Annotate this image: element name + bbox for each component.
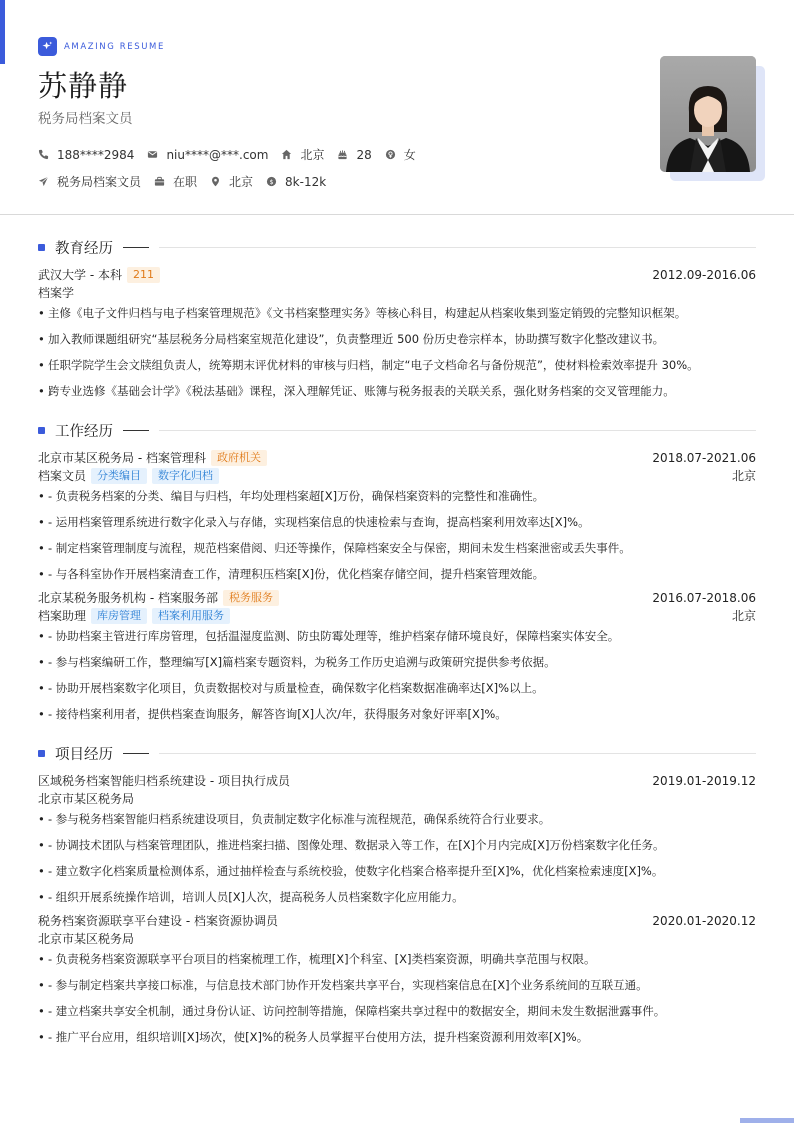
school-degree: 武汉大学 - 本科 (38, 268, 122, 282)
project-org-line (38, 930, 756, 947)
project-name: 区域税务档案智能归档系统建设 - 项目执行成员 (38, 774, 290, 788)
job-date: 2016.07-2018.06 (652, 590, 756, 605)
job-intent-row (38, 173, 339, 190)
gender: 女 (385, 146, 416, 163)
education-bullet: • 主修《电子文件归档与电子档案管理规范》《文书档案整理实务》等核心科目，构建起从档案收集到鉴定销毁的完整知识框架。 (38, 306, 687, 320)
briefcase-icon (154, 176, 165, 187)
location-pin-icon (210, 176, 221, 187)
project-bullet: • - 协调技术团队与档案管理团队，推进档案扫描、图像处理、数据录入等工作，在[X]个月内完成[X]万份档案数字化任务。 (38, 838, 665, 852)
project-entry-head (38, 912, 756, 929)
project-org: 北京市某区税务局 (38, 932, 135, 946)
education-bullet: • 任职学院学生会文牍组负责人，统筹期末评优材料的审核与归档，制定“电子文档命名与备份规范”，使材料检索效率提升 30%。 (38, 358, 699, 372)
job-bullet: • - 与各科室协作开展档案清查工作，清理积压档案[X]份，优化档案存储空间，提升档案管理效能。 (38, 567, 545, 581)
project-bullet: • - 建立数字化档案质量检测体系，通过抽样检查与系统校验，使数字化档案合格率提升至[X]%，优化档案检索速度[X]%。 (38, 864, 664, 878)
project-name: 税务档案资源联享平台建设 - 档案资源协调员 (38, 914, 278, 928)
section-divider (159, 247, 756, 248)
job-role: 档案助理 (38, 609, 87, 623)
education-section-header (38, 237, 756, 257)
work-section-header (38, 420, 756, 440)
job-org: 北京某税务服务机构 - 档案服务部 (38, 591, 218, 605)
section-bullet (38, 244, 45, 251)
project-date: 2019.01-2019.12 (652, 773, 756, 788)
expected-salary: $ 8k-12k (266, 175, 326, 189)
role-tag: 分类编目 (91, 468, 147, 484)
project-bullet: • - 建立档案共享安全机制，通过身份认证、访问控制等措施，保障档案共享过程中的数据安全，期间未发生数据泄露事件。 (38, 1004, 666, 1018)
send-icon (38, 176, 49, 187)
contact-row (38, 146, 429, 163)
svg-text:$: $ (269, 177, 274, 186)
job-bullet: • - 协助开展档案数字化项目，负责数据校对与质量检查，确保数字化档案数据准确率达[X]%以上。 (38, 681, 544, 695)
job-role-line (38, 607, 756, 624)
section-bullet (38, 750, 45, 757)
job-org: 北京市某区税务局 - 档案管理科 (38, 451, 206, 465)
role-tag: 档案利用服务 (152, 608, 230, 624)
email: niu****@***.com (147, 148, 268, 162)
section-title: 工作经历 (55, 423, 113, 440)
age: 28 (337, 148, 371, 162)
section-divider (159, 753, 756, 754)
intended-position: 税务局档案文员 (38, 173, 141, 190)
school-tag: 211 (127, 267, 160, 283)
bottom-accent-bar (740, 1118, 794, 1123)
job-city: 北京 (731, 609, 756, 623)
job-org-tag: 税务服务 (223, 590, 279, 606)
job-role: 档案文员 (38, 469, 87, 483)
section-dash (123, 430, 149, 431)
project-bullet: • - 负责税务档案资源联享平台项目的档案梳理工作，梳理[X]个科室、[X]类档案资源，明确共享范围与权限。 (38, 952, 596, 966)
job-city: 北京 (731, 469, 756, 483)
brand-text: AMAZING RESUME (64, 41, 165, 52)
money-icon (266, 176, 277, 187)
education-date: 2012.09-2016.06 (652, 267, 756, 282)
mail-icon (147, 149, 158, 160)
job-bullet: • - 接待档案利用者，提供档案查询服务，解答咨询[X]人次/年，获得服务对象好评率[X]%。 (38, 707, 507, 721)
job-role-line (38, 467, 756, 484)
project-bullet: • - 推广平台应用，组织培训[X]场次，使[X]%的税务人员掌握平台使用方法，提升档案资源利用效率[X]%。 (38, 1030, 589, 1044)
project-bullet: • - 参与制定档案共享接口标准，与信息技术部门协作开发档案共享平台，实现档案信息在[X]个业务系统间的互联互通。 (38, 978, 648, 992)
project-org-line (38, 790, 756, 807)
project-date: 2020.01-2020.12 (652, 913, 756, 928)
project-org: 北京市某区税务局 (38, 792, 135, 806)
home-icon (281, 149, 292, 160)
education-bullet: • 跨专业选修《基础会计学》《税法基础》课程，深入理解凭证、账簿与税务报表的关联关系，强化财务档案的交叉管理能力。 (38, 384, 675, 398)
brand (38, 37, 165, 56)
candidate-name: 苏静静 (38, 69, 129, 103)
employment-status: 在职 (154, 173, 197, 190)
profile-photo (660, 56, 756, 172)
job-title: 税务局档案文员 (38, 111, 133, 127)
section-title: 教育经历 (55, 240, 113, 257)
job-bullet: • - 参与档案编研工作，整理编写[X]篇档案专题资料，为税务工作历史追溯与政策研究提供参考依据。 (38, 655, 556, 669)
section-dash (123, 247, 149, 248)
job-entry-head (38, 589, 756, 606)
phone: 188****2984 (38, 148, 134, 162)
section-title: 项目经历 (55, 746, 113, 763)
education-entry-head (38, 266, 756, 283)
intended-city: 北京 (210, 173, 253, 190)
gender-icon (385, 149, 396, 160)
project-section-header (38, 743, 756, 763)
job-bullet: • - 协助档案主管进行库房管理，包括温湿度监测、防虫防霉处理等，维护档案存储环境良好，保障档案实体安全。 (38, 629, 620, 643)
home-city: 北京 (281, 146, 324, 163)
section-dash (123, 753, 149, 754)
section-divider (159, 430, 756, 431)
job-entry-head (38, 449, 756, 466)
section-bullet (38, 427, 45, 434)
role-tag: 数字化归档 (152, 468, 219, 484)
job-org-tag: 政府机关 (211, 450, 267, 466)
cake-icon (337, 149, 348, 160)
project-bullet: • - 参与税务档案智能归档系统建设项目，负责制定数字化标准与流程规范，确保系统符合行业要求。 (38, 812, 551, 826)
job-bullet: • - 运用档案管理系统进行数字化录入与存储，实现档案信息的快速检索与查询，提高档案利用效率达[X]%。 (38, 515, 590, 529)
education-major-line (38, 284, 756, 301)
job-bullet: • - 负责税务档案的分类、编目与归档，年均处理档案超[X]万份，确保档案资料的完整性和准确性。 (38, 489, 545, 503)
sparkle-icon (38, 37, 57, 56)
role-tag: 库房管理 (91, 608, 147, 624)
phone-icon (38, 149, 49, 160)
resume-header (0, 0, 794, 215)
job-date: 2018.07-2021.06 (652, 450, 756, 465)
education-bullet: • 加入教师课题组研究“基层税务分局档案室规范化建设”，负责整理近 500 份历史卷宗样本，协助撰写数字化整改建议书。 (38, 332, 665, 346)
project-bullet: • - 组织开展系统操作培训，培训人员[X]人次，提高税务人员档案数字化应用能力。 (38, 890, 464, 904)
job-bullet: • - 制定档案管理制度与流程，规范档案借阅、归还等操作，保障档案安全与保密，期间未发生档案泄密或丢失事件。 (38, 541, 631, 555)
major: 档案学 (38, 286, 75, 300)
project-entry-head (38, 772, 756, 789)
